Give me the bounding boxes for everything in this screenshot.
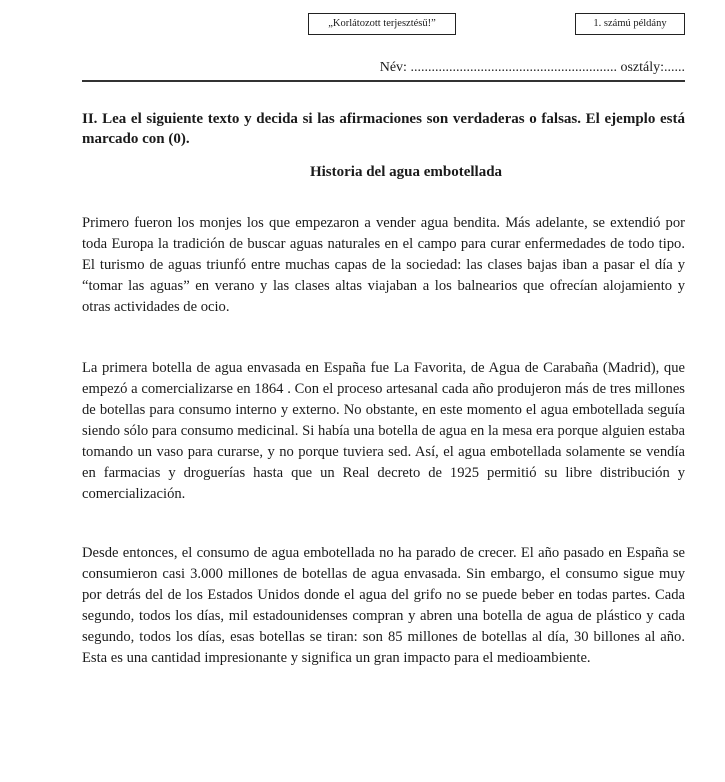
header-divider [82,80,685,82]
paragraph-1: Primero fueron los monjes los que empezaron a vender agua bendita. Más adelante, se extendió por toda Europa la tradición de buscar aguas naturales en el campo para curar enfermedades de todo tipo. El turismo de aguas triunfó entre muchas capas de la sociedad: las clases bajas iban a pasar el día y “tomar las aguas” en verano y las clases altas viajaban a los balnearios que ofrecían alojamiento y otras actividades de ocio. [82,215,685,315]
paragraph-2: La primera botella de agua envasada en España fue La Favorita, de Agua de Carabaña (Madrid), que empezó a comercializarse en 1864 . Con el proceso artesanal cada año produjeron más de tres millones de botellas para consumo interno y externo. No obstante, en este momento el agua embotellada seguía siendo sólo para consumo medicinal. Si había una botella de agua en la mesa era porque alguien estaba tomando un vaso para curarse, y no porque tuviera sed. Así, el agua embotellada solamente se vendía en farmacias y droguerías hasta que un Real decreto de 1925 permitió su libre distribución y comercialización. [82,360,685,502]
text-title: Historia del agua embotellada [309,164,503,180]
paragraph-3: Desde entonces, el consumo de agua embotellada no ha parado de crecer. El año pasado en España se consumieron casi 3.000 millones de botellas de agua envasada. Sin embargo, el consumo sigue muy por detrás del de los Estados Unidos donde el agua del grifo no se puede beber en todas partes. Cada segundo, todos los días, mil estadounidenses compran y abren una botella de agua de plástico y cada segundo, todos los días, esas botellas se tiran: son 85 millones de botellas al día, 30 billones al año. Esta es una cantidad impresionante y significa un gran impacto para el medioambiente. [82,545,685,666]
copy-number-label: 1. számú példány [575,13,685,35]
name-class-field: Név: ........................................................... osztály:...... [379,60,685,75]
exercise-instruction: II. Lea el siguiente texto y decida si las afirmaciones son verdaderas o falsas. El ejemplo está marcado con (0). [82,111,685,147]
restriction-label: „Korlátozott terjesztésű!” [308,13,456,35]
